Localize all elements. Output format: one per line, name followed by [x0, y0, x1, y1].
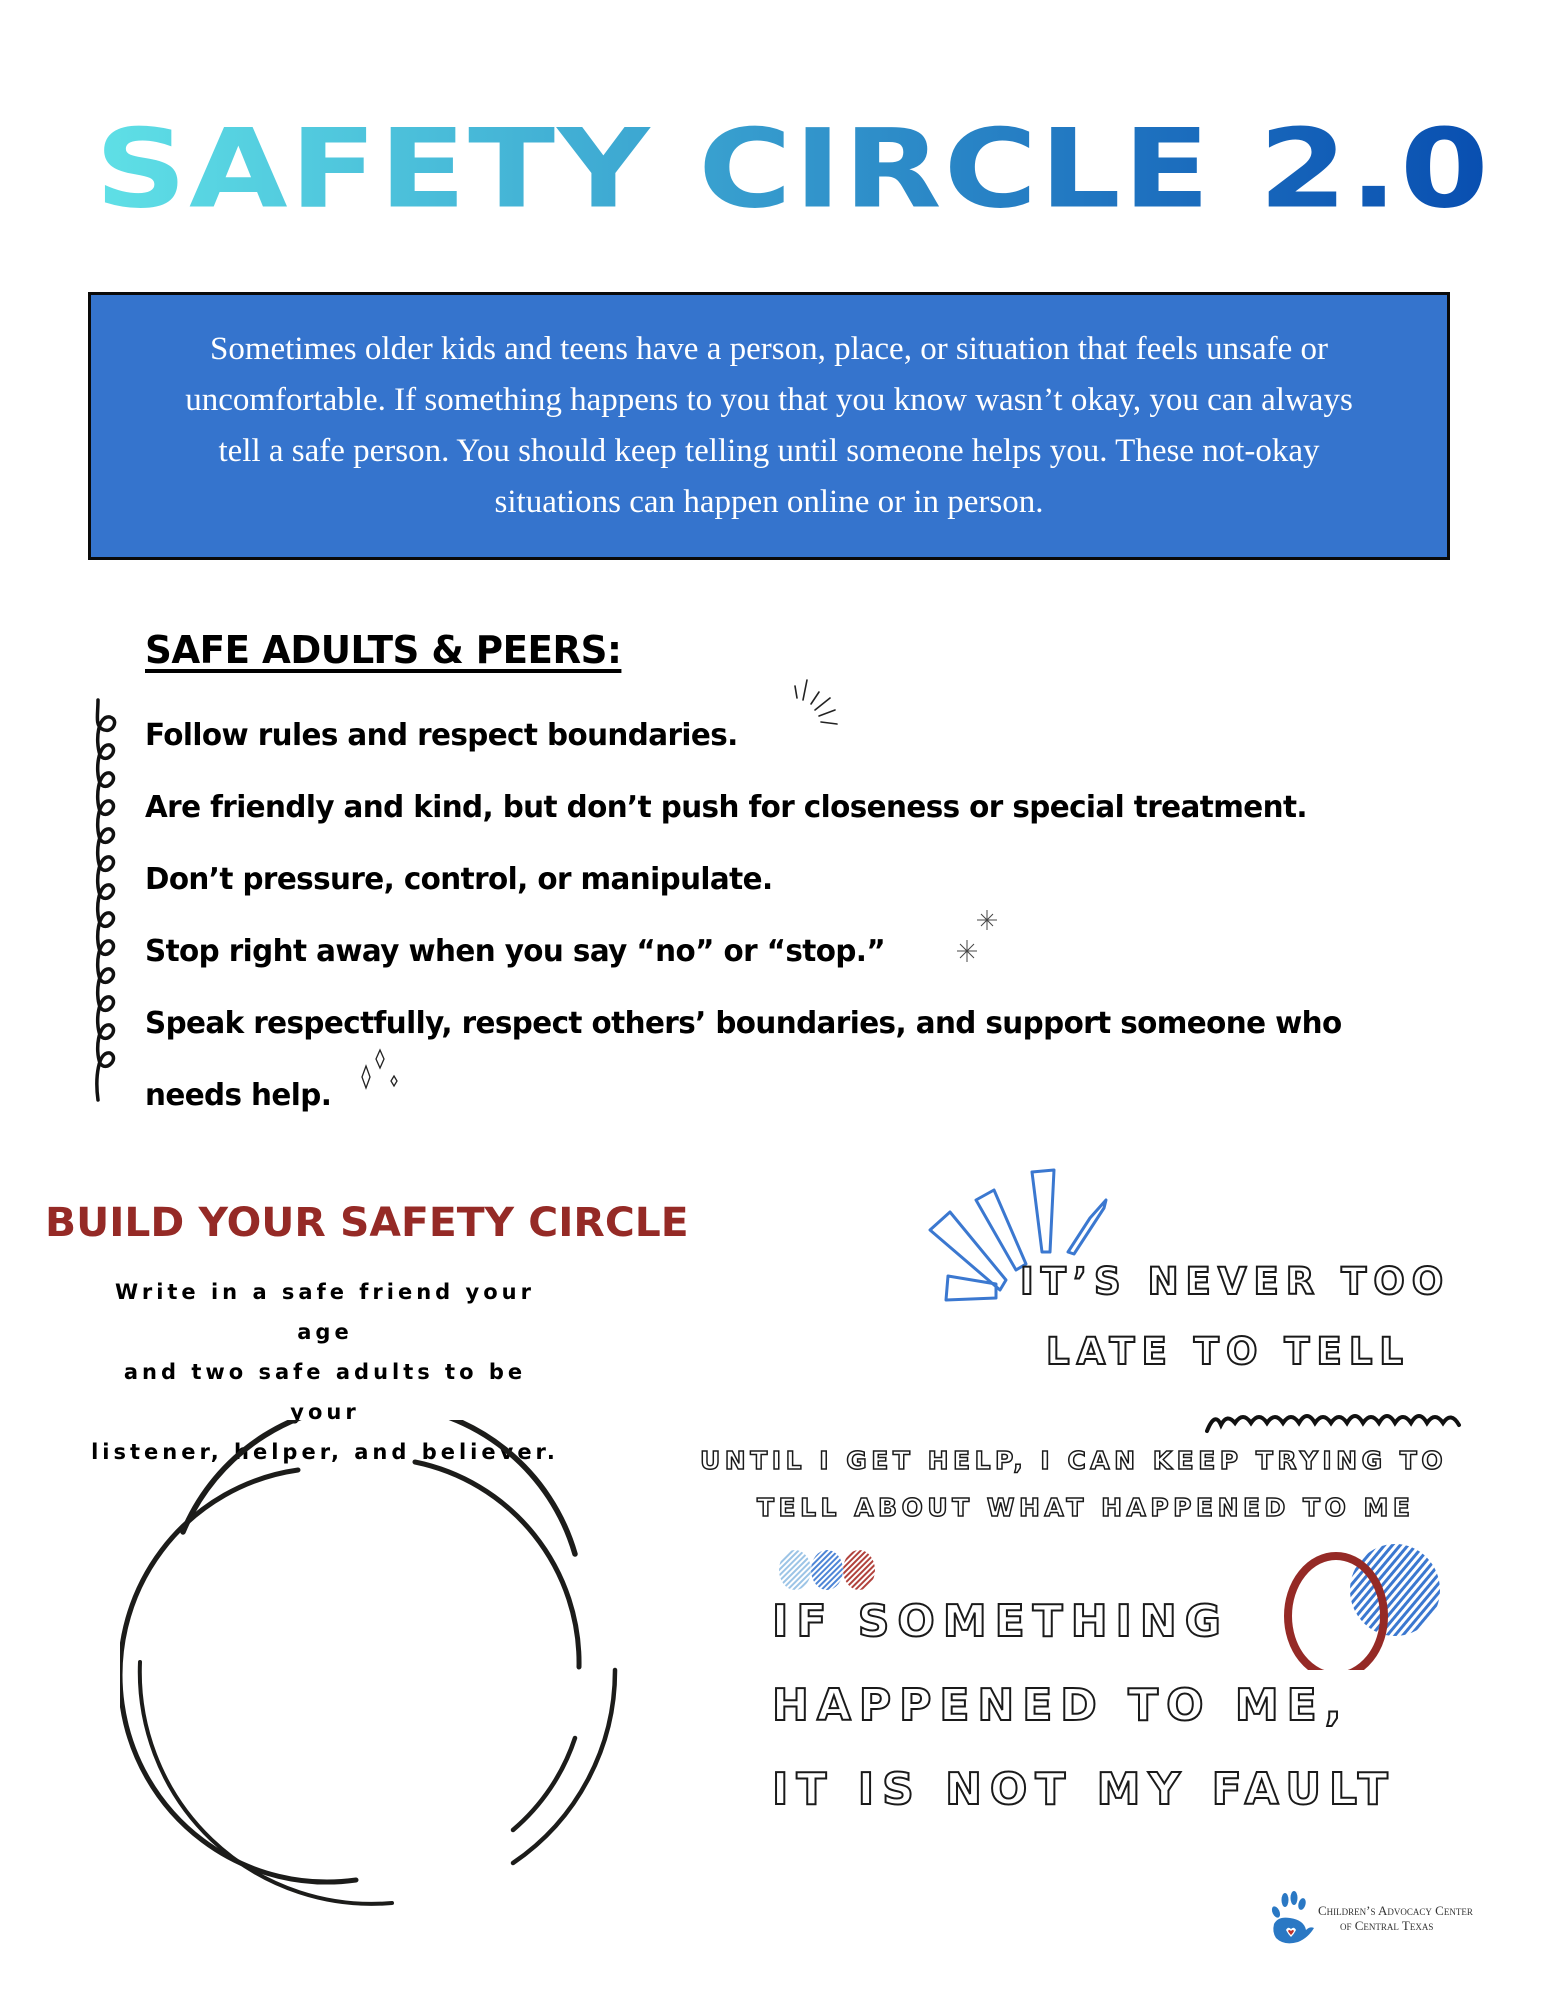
- organization-logo: [1270, 1890, 1473, 1946]
- spiral-decoration-icon: [90, 695, 130, 1105]
- instruction-line: and two safe adults to be your: [123, 1360, 527, 1424]
- list-item: Follow rules and respect boundaries.: [145, 718, 738, 753]
- intro-box: [88, 292, 1450, 560]
- not-my-fault-line1: IF SOMETHING: [772, 1596, 1229, 1647]
- ring-and-hatch-icon: [1270, 1530, 1440, 1670]
- logo-text: [1318, 1903, 1473, 1933]
- safe-adults-list: [145, 700, 1366, 1132]
- page-title: SAFETY CIRCLE 2.0: [95, 118, 1545, 219]
- safety-circle-drawing[interactable]: [120, 1420, 620, 1920]
- handprint-heart-icon: [1270, 1890, 1314, 1946]
- diamond-sparkle-icon: [358, 1048, 406, 1098]
- patterned-dots-icon: [775, 1550, 900, 1590]
- zigzag-line-icon: [1205, 1407, 1465, 1435]
- list-item: Stop right away when you say “no” or “stop.”: [145, 934, 886, 969]
- safe-adults-heading: SAFE ADULTS & PEERS:: [145, 628, 622, 672]
- intro-text: Sometimes older kids and teens have a person, place, or situation that feels unsafe or uncomfortable. If something happens to you that you know wasn’t okay, you can always tell a safe person. You should keep telling until someone helps you. These not-okay situations can happen online or in person.: [185, 331, 1353, 520]
- list-item: Are friendly and kind, but don’t push for closeness or special treatment.: [145, 790, 1308, 825]
- never-too-late-line2: LATE TO TELL: [1046, 1330, 1410, 1373]
- list-item: Speak respectfully, respect others’ boundaries, and support someone who: [145, 1006, 1342, 1041]
- logo-line1: Children’s Advocacy Center: [1318, 1903, 1473, 1918]
- instruction-line: Write in a safe friend your age: [115, 1280, 535, 1344]
- list-item: needs help.: [145, 1078, 332, 1113]
- never-too-late-line1: IT’S NEVER TOO: [1020, 1260, 1451, 1303]
- keep-trying-line1: UNTIL I GET HELP, I CAN KEEP TRYING TO: [700, 1446, 1448, 1475]
- list-item: Don’t pressure, control, or manipulate.: [145, 862, 773, 897]
- not-my-fault-line2: HAPPENED TO ME,: [772, 1680, 1350, 1731]
- sparkle-icon: [955, 908, 1005, 966]
- keep-trying-line2: TELL ABOUT WHAT HAPPENED TO ME: [757, 1493, 1415, 1522]
- not-my-fault-line3: IT IS NOT MY FAULT: [772, 1764, 1396, 1815]
- logo-line2: of Central Texas: [1340, 1918, 1434, 1933]
- burst-lines-icon: [785, 678, 845, 738]
- instruction-line: listener, helper, and believer.: [91, 1440, 559, 1464]
- build-circle-heading: BUILD YOUR SAFETY CIRCLE: [45, 1200, 689, 1246]
